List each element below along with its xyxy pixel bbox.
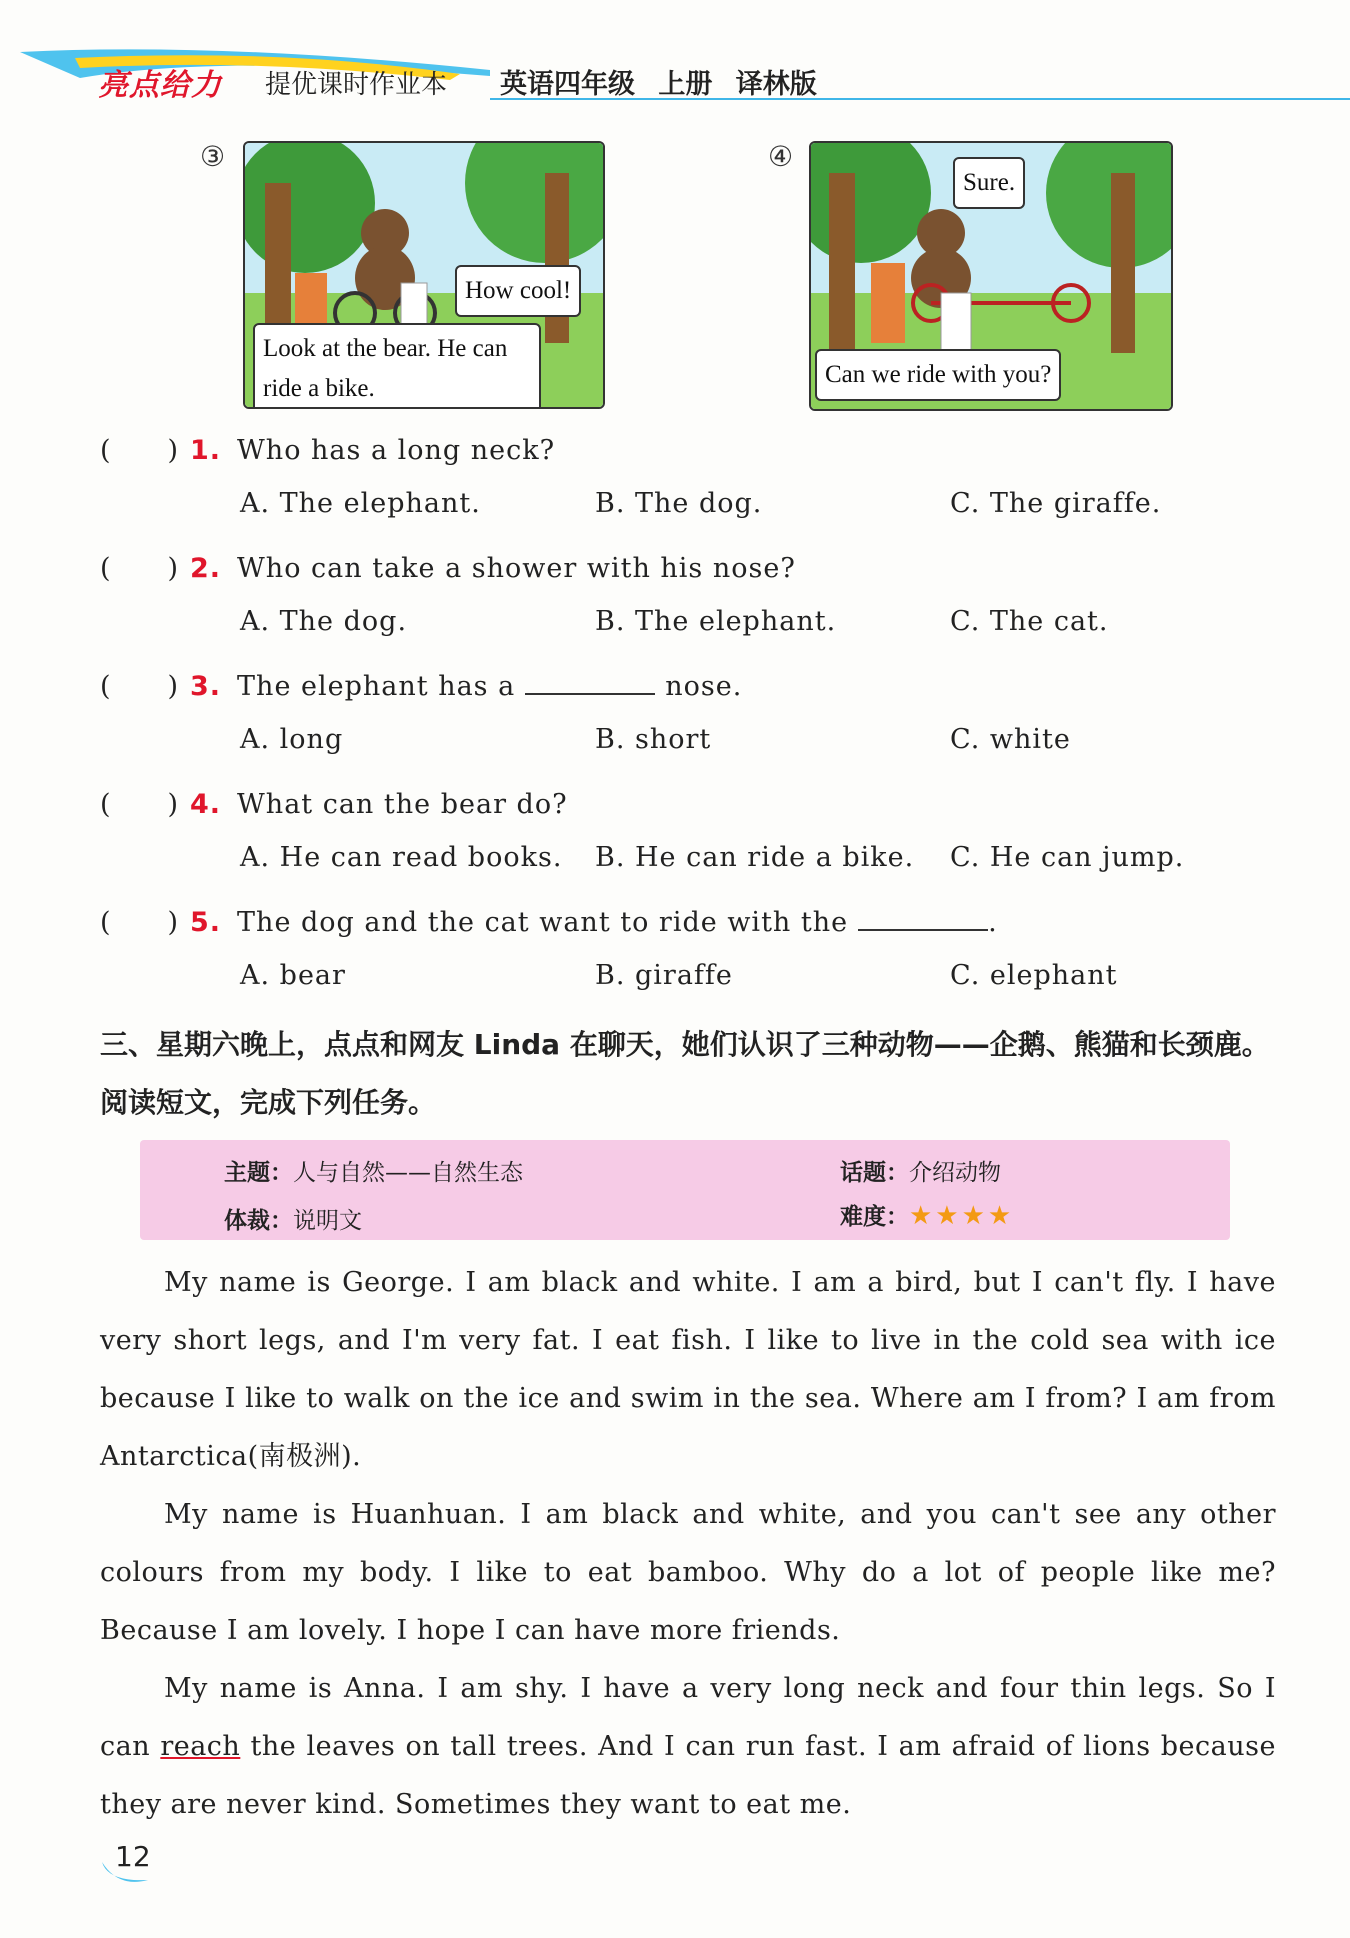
option-3b: B. short bbox=[595, 724, 712, 755]
question-number: 3. bbox=[190, 671, 222, 702]
passage-paragraph-1: My name is George. I am black and white. I am a bird, but I can't fly. I have very short legs, and I'm very fat. I eat fish. I like to live in the cold sea with ice because I like to walk on the ice and swim in the sea. Where am I from? I am from Antarctica(南极洲). bbox=[100, 1267, 1276, 1472]
fill-blank[interactable] bbox=[525, 693, 655, 695]
option-5a: A. bear bbox=[240, 960, 346, 991]
option-1a: A. The elephant. bbox=[240, 488, 481, 519]
question-2 bbox=[100, 546, 796, 585]
answer-paren[interactable]: ( ) bbox=[100, 671, 180, 702]
question-text: Who has a long neck? bbox=[237, 435, 556, 466]
option-4a: A. He can read books. bbox=[240, 842, 563, 873]
reading-passage bbox=[100, 1254, 1276, 1834]
genre-value: 说明文 bbox=[293, 1208, 362, 1234]
paragraph-3-end: the leaves on tall trees. And I can run fast. I am afraid of lions because they are never kind. Sometimes they want to eat me. bbox=[100, 1731, 1276, 1820]
option-4b: B. He can ride a bike. bbox=[595, 842, 915, 873]
passage-info-box bbox=[140, 1140, 1230, 1240]
genre-label: 体裁： bbox=[224, 1208, 293, 1234]
question-number: 1. bbox=[190, 435, 222, 466]
comic-panel-4 bbox=[809, 141, 1173, 411]
series-title: 提优课时作业本 bbox=[265, 70, 448, 100]
option-5c: C. elephant bbox=[950, 960, 1118, 991]
answer-paren[interactable]: ( ) bbox=[100, 789, 180, 820]
question-4 bbox=[100, 782, 568, 821]
theme-value: 人与自然——自然生态 bbox=[293, 1160, 523, 1186]
question-number: 2. bbox=[190, 553, 222, 584]
paragraph-3-start: My name is Anna. I am shy. I have a very long neck and four thin legs. So I can bbox=[100, 1673, 1276, 1762]
answer-paren[interactable]: ( ) bbox=[100, 907, 180, 938]
question-text-end: nose. bbox=[665, 671, 743, 702]
passage-paragraph-3 bbox=[100, 1660, 1276, 1834]
question-text: The elephant has a bbox=[237, 671, 516, 702]
question-text-end: . bbox=[988, 907, 998, 938]
option-4c: C. He can jump. bbox=[950, 842, 1185, 873]
option-2a: A. The dog. bbox=[240, 606, 408, 637]
topic-row bbox=[840, 1154, 1001, 1187]
page-header bbox=[20, 40, 1330, 110]
genre-row bbox=[224, 1202, 362, 1235]
option-2b: B. The elephant. bbox=[595, 606, 837, 637]
option-3a: A. long bbox=[240, 724, 344, 755]
answer-paren[interactable]: ( ) bbox=[100, 553, 180, 584]
underlined-word-reach: reach bbox=[160, 1731, 241, 1762]
fill-blank[interactable] bbox=[858, 929, 988, 931]
question-number: 4. bbox=[190, 789, 222, 820]
speech-bubble-how-cool: How cool! bbox=[455, 265, 581, 317]
question-text: Who can take a shower with his nose? bbox=[237, 553, 796, 584]
difficulty-label: 难度： bbox=[840, 1204, 909, 1230]
panel-number-3: ③ bbox=[200, 140, 226, 173]
topic-value: 介绍动物 bbox=[909, 1160, 1001, 1186]
speech-bubble-sure: Sure. bbox=[953, 157, 1025, 209]
page-number: 12 bbox=[115, 1840, 151, 1873]
difficulty-row bbox=[840, 1198, 1014, 1231]
option-1b: B. The dog. bbox=[595, 488, 763, 519]
question-text: The dog and the cat want to ride with the bbox=[237, 907, 849, 938]
answer-paren[interactable]: ( ) bbox=[100, 435, 180, 466]
passage-paragraph-2: My name is Huanhuan. I am black and white, and you can't see any other colours from my body. I like to eat bamboo. Why do a lot of people like me? Because I am lovely. I hope I can have more friends. bbox=[100, 1499, 1276, 1646]
speech-bubble-can-we-ride: Can we ride with you? bbox=[815, 349, 1061, 401]
question-1 bbox=[100, 428, 555, 467]
question-text: What can the bear do? bbox=[237, 789, 568, 820]
question-number: 5. bbox=[190, 907, 222, 938]
theme-row bbox=[224, 1154, 523, 1187]
brand-logo: 亮点给力 bbox=[98, 68, 222, 103]
speech-bubble-look-at-bear: Look at the bear. He can ride a bike. bbox=[253, 323, 541, 409]
topic-label: 话题： bbox=[840, 1160, 909, 1186]
option-5b: B. giraffe bbox=[595, 960, 733, 991]
option-2c: C. The cat. bbox=[950, 606, 1109, 637]
question-5 bbox=[100, 900, 998, 939]
panel-number-4: ④ bbox=[768, 140, 794, 173]
section-3-title: 三、星期六晚上，点点和网友 Linda 在聊天，她们认识了三种动物——企鹅、熊猫和长颈鹿。阅读短文，完成下列任务。 bbox=[100, 1028, 1270, 1119]
difficulty-stars: ★★★★ bbox=[909, 1201, 1015, 1231]
theme-label: 主题： bbox=[224, 1160, 293, 1186]
book-title: 英语四年级 上册 译林版 bbox=[500, 69, 817, 100]
option-3c: C. white bbox=[950, 724, 1071, 755]
comic-panel-3 bbox=[243, 141, 605, 409]
option-1c: C. The giraffe. bbox=[950, 488, 1162, 519]
question-3 bbox=[100, 664, 742, 703]
